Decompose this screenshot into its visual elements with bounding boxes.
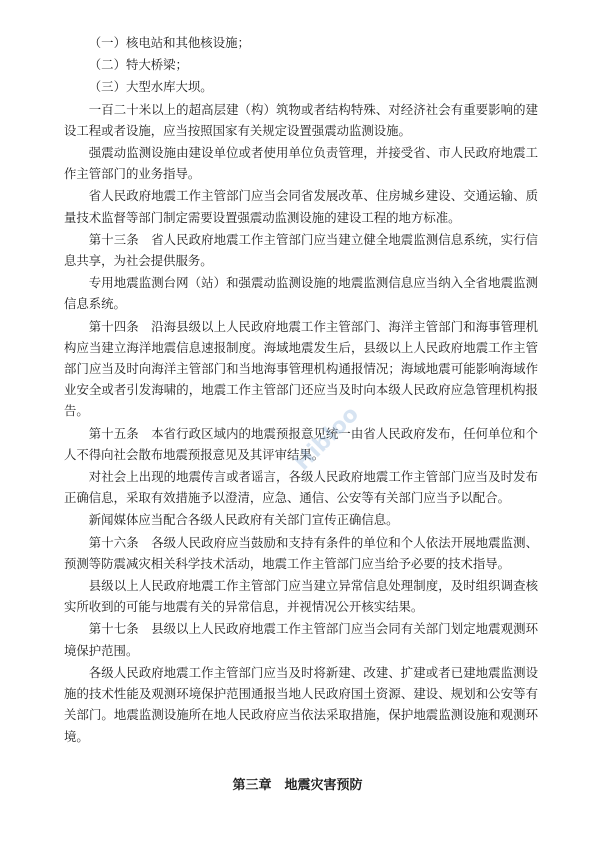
paragraph: 县级以上人民政府地震工作主管部门应当建立异常信息处理制度，及时组织调查核实所收到的可能与地震有关的异常信息，并视情况公开核实结果。 <box>64 578 538 615</box>
paragraph: 一百二十米以上的超高层建（构）筑物或者结构特殊、对经济社会有重要影响的建设工程或者设施，应当按照国家有关规定设置强震动监测设施。 <box>64 101 538 138</box>
document-body <box>64 32 538 748</box>
article-14-paragraph: 第十四条 沿海县级以上人民政府地震工作主管部门、海洋主管部门和海事管理机构应当建立海洋地震信息速报制度。海域地震发生后，县级以上人民政府地震工作主管部门应当及时向海洋主管部门和当地海事管理机构通报情况；海域地震可能影响海域作业安全或者引发海啸的，地震工作主管部门还应当及时向本级人民政府应急管理机构报告。 <box>64 318 538 419</box>
article-16-paragraph: 第十六条 各级人民政府应当鼓励和支持有条件的单位和个人依法开展地震监测、预测等防震减灾相关科学技术活动，地震工作主管部门应当给予必要的技术指导。 <box>64 534 538 571</box>
watermark: Hibloo <box>290 401 364 476</box>
chapter-heading: 第三章 地震灾害预防 <box>232 778 363 793</box>
article-17-paragraph: 第十七条 县级以上人民政府地震工作主管部门应当会同有关部门划定地震观测环境保护范围。 <box>64 621 538 658</box>
list-item: （二）特大桥梁； <box>88 57 188 73</box>
paragraph: 专用地震监测台网（站）和强震动监测设施的地震监测信息应当纳入全省地震监测信息系统。 <box>64 275 538 312</box>
paragraph: 各级人民政府地震工作主管部门应当及时将新建、改建、扩建或者已建地震监测设施的技术性能及观测环境保护范围通报当地人民政府国土资源、建设、规划和公安等有关部门。地震监测设施所在地人民政府应当依法采取措施，保护地震监测设施和观测环境。 <box>64 664 538 744</box>
list-item: （一）核电站和其他核设施； <box>88 35 250 50</box>
paragraph: 强震动监测设施由建设单位或者使用单位负责管理，并接受省、市人民政府地震工作主管部门的业务指导。 <box>64 145 538 182</box>
list-item: （三）大型水库大坝。 <box>88 79 213 95</box>
paragraph: 省人民政府地震工作主管部门应当会同省发展改革、住房城乡建设、交通运输、质量技术监督等部门制定需要设置强震动监测设施的建设工程的地方标准。 <box>64 188 538 225</box>
paragraph: 新闻媒体应当配合各级人民政府有关部门宣传正确信息。 <box>88 512 399 528</box>
paragraph: 对社会上出现的地震传言或者谣言，各级人民政府地震工作主管部门应当及时发布正确信息，采取有效措施予以澄清，应急、通信、公安等有关部门应当予以配合。 <box>64 469 538 506</box>
article-13-paragraph: 第十三条 省人民政府地震工作主管部门应当建立健全地震监测信息系统，实行信息共享，为社会提供服务。 <box>64 231 538 269</box>
article-15-paragraph: 第十五条 本省行政区域内的地震预报意见统一由省人民政府发布，任何单位和个人不得向社会散布地震预报意见及其评审结果。 <box>64 425 538 462</box>
